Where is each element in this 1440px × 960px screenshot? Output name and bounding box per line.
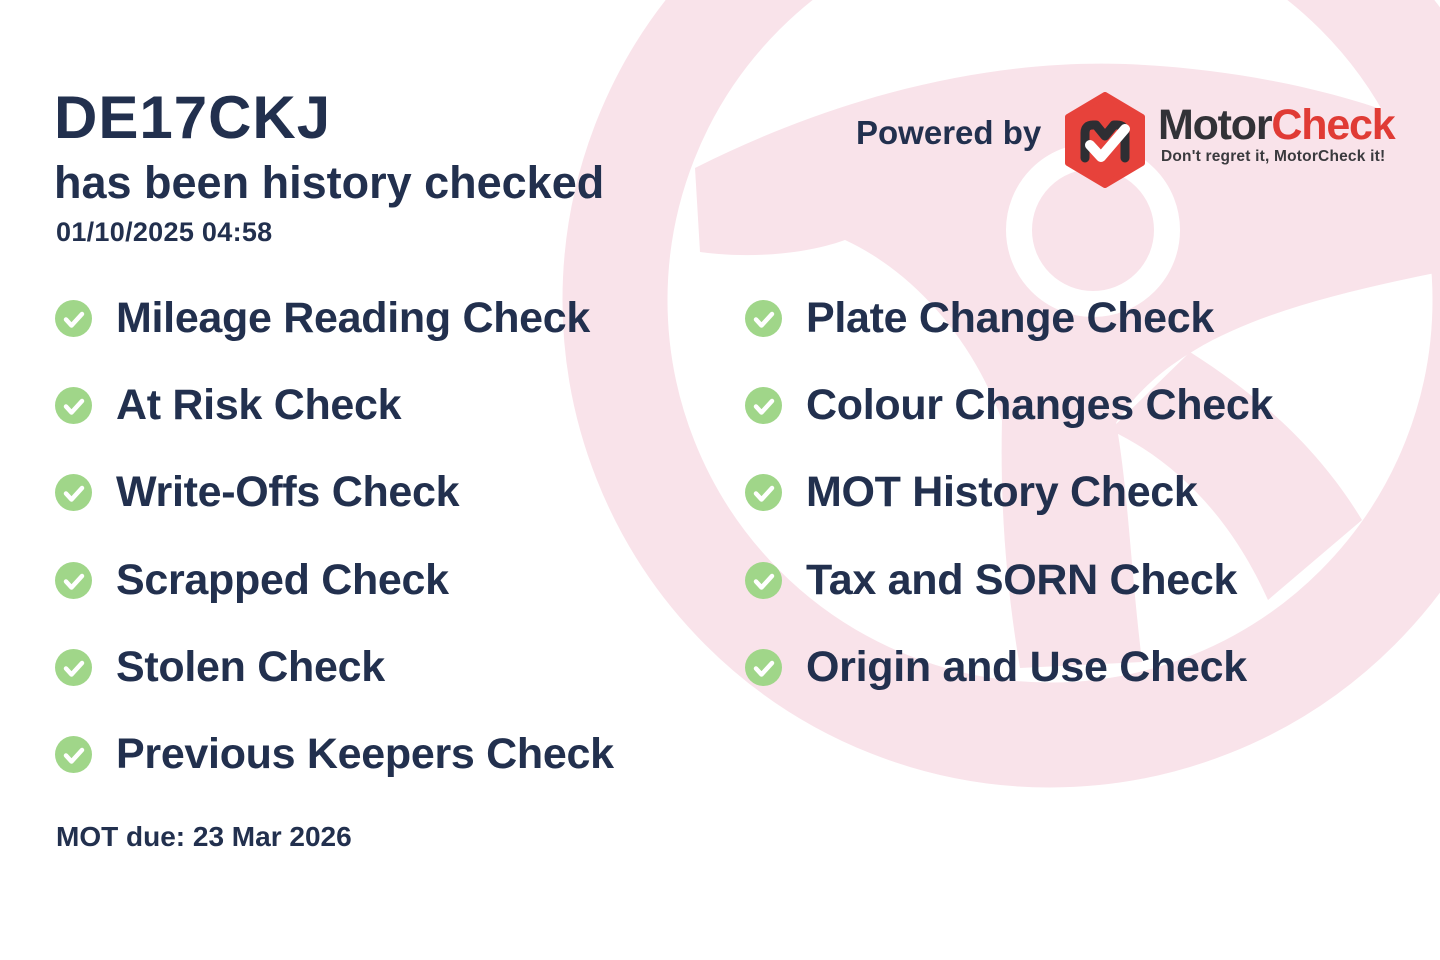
check-item-label: Write-Offs Check [116, 468, 460, 516]
check-item-label: Mileage Reading Check [116, 294, 591, 342]
check-circle-icon [745, 649, 782, 686]
check-list-item [745, 556, 1238, 604]
registration-title: DE17CKJ [54, 84, 332, 151]
check-list-item [55, 294, 591, 342]
check-circle-icon [55, 474, 92, 511]
history-checked-subtitle: has been history checked [54, 157, 605, 208]
motorcheck-logo-icon [1064, 92, 1146, 188]
check-list-item [745, 294, 1215, 342]
check-circle-icon [55, 387, 92, 424]
check-timestamp: 01/10/2025 04:58 [56, 217, 273, 247]
check-circle-icon [55, 562, 92, 599]
check-circle-icon [745, 474, 782, 511]
check-list-item [55, 381, 402, 429]
check-item-label: Stolen Check [116, 643, 385, 691]
brand-bar [0, 0, 1440, 200]
brand-check-text: Check [1271, 101, 1395, 149]
check-list-item [745, 381, 1274, 429]
check-circle-icon [55, 300, 92, 337]
check-circle-icon [745, 300, 782, 337]
brand-tagline: Don't regret it, MotorCheck it! [1161, 148, 1386, 165]
check-item-label: MOT History Check [806, 468, 1198, 516]
check-list-item [745, 643, 1247, 691]
check-item-label: Scrapped Check [116, 556, 449, 604]
check-list-item [55, 730, 614, 778]
motorcheck-wordmark [1158, 101, 1395, 149]
check-list-item [55, 556, 449, 604]
check-circle-icon [55, 736, 92, 773]
check-item-label: Previous Keepers Check [116, 730, 614, 778]
brand-motor-text: Motor [1158, 101, 1272, 149]
check-circle-icon [55, 649, 92, 686]
mot-due-date: MOT due: 23 Mar 2026 [56, 821, 352, 852]
check-list-item [55, 468, 460, 516]
check-item-label: Origin and Use Check [806, 643, 1247, 691]
check-circle-icon [745, 562, 782, 599]
check-item-label: Tax and SORN Check [806, 556, 1238, 604]
check-item-label: Plate Change Check [806, 294, 1215, 342]
check-circle-icon [745, 387, 782, 424]
check-item-label: Colour Changes Check [806, 381, 1274, 429]
check-list-item [745, 468, 1198, 516]
check-list-item [55, 643, 385, 691]
powered-by-label: Powered by [856, 114, 1042, 151]
check-item-label: At Risk Check [116, 381, 402, 429]
